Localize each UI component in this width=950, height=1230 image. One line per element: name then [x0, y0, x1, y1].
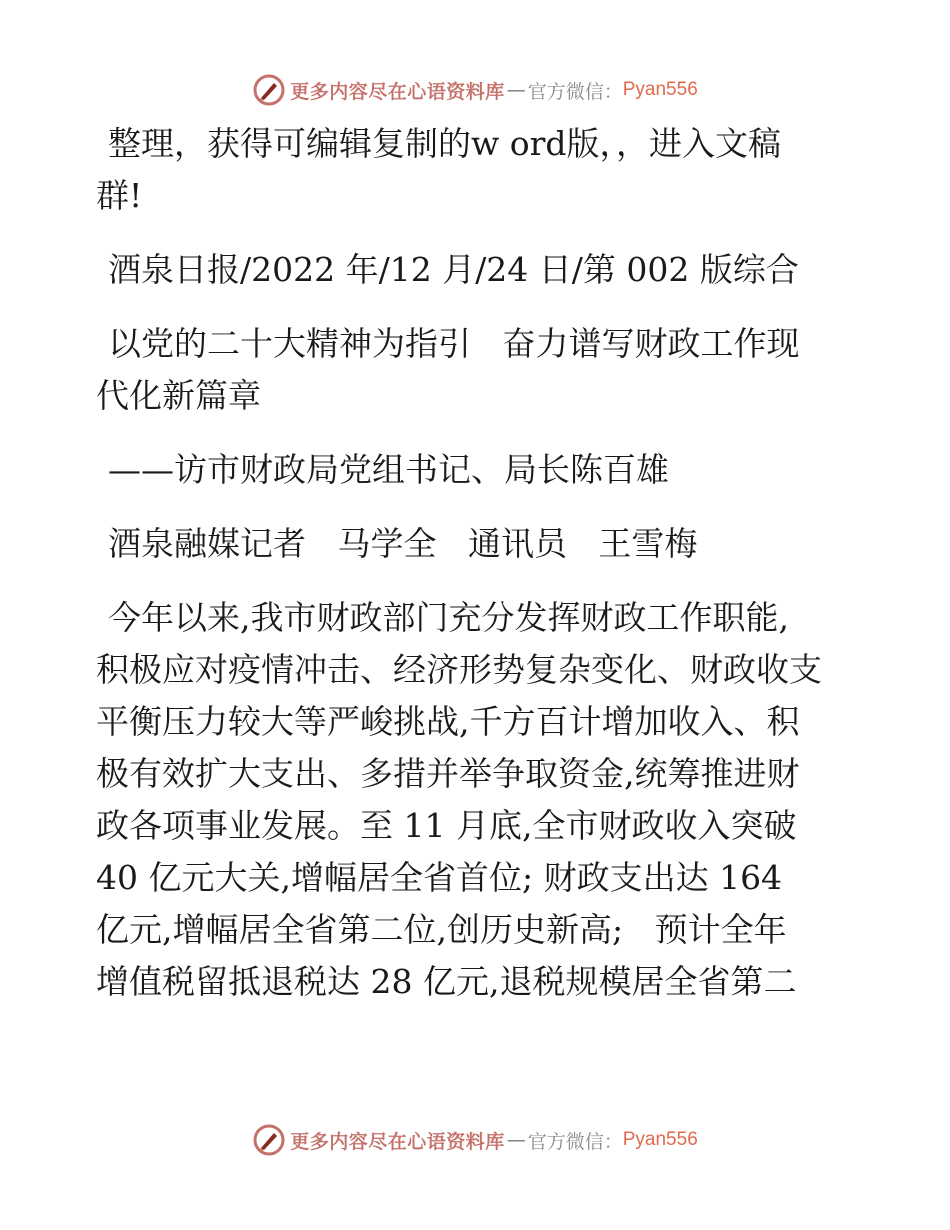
document-body — [96, 118, 876, 1008]
body-line: 极有效扩大支出、多措并举争取资金,统筹推进财 — [96, 754, 800, 793]
body-line: 平衡压力较大等严峻挑战,千方百计增加收入、积 — [96, 702, 800, 741]
watermark-tail: 官方微信： — [527, 80, 623, 103]
watermark-separator: — — [506, 1129, 526, 1151]
footer-watermark — [0, 1120, 950, 1160]
watermark-lead: 更多内容尽在心语资料库 — [290, 80, 505, 103]
watermark-account: Pyan556 — [622, 1129, 698, 1150]
body-line: 增值税留抵退税达 28 亿元,退税规模居全省第二 — [96, 962, 797, 1001]
body-line: 政各项事业发展。至 11 月底,全市财政收入突破 — [96, 806, 797, 845]
title-line-2: 代化新篇章 — [96, 376, 261, 415]
watermark-lead: 更多内容尽在心语资料库 — [290, 1130, 505, 1153]
header-watermark — [0, 70, 950, 110]
subtitle: ——访市财政局党组书记、局长陈百雄 — [108, 450, 669, 489]
body-line: 亿元,增幅居全省第二位,创历史新高; 预计全年 — [96, 910, 787, 949]
body-line: 40 亿元大关,增幅居全省首位; 财政支出达 164 — [96, 858, 783, 897]
watermark-separator: — — [506, 79, 526, 101]
byline: 酒泉融媒记者 马学全 通讯员 王雪梅 — [108, 524, 698, 563]
body-line: 积极应对疫情冲击、经济形势复杂变化、财政收支 — [96, 650, 822, 689]
pen-logo-icon — [252, 73, 286, 107]
intro-line-1: 整理，获得可编辑复制的w ord版，，进入文稿 — [108, 124, 782, 163]
title-line-1: 以党的二十大精神为指引 奋力谱写财政工作现 — [108, 324, 800, 363]
intro-line-2: 群! — [96, 176, 143, 215]
watermark-tail: 官方微信： — [527, 1130, 623, 1153]
watermark-account: Pyan556 — [622, 79, 698, 100]
body-line: 今年以来,我市财政部门充分发挥财政工作职能, — [108, 598, 789, 637]
pen-logo-icon — [252, 1123, 286, 1157]
source-line: 酒泉日报/2022 年/12 月/24 日/第 002 版综合 — [108, 250, 799, 289]
